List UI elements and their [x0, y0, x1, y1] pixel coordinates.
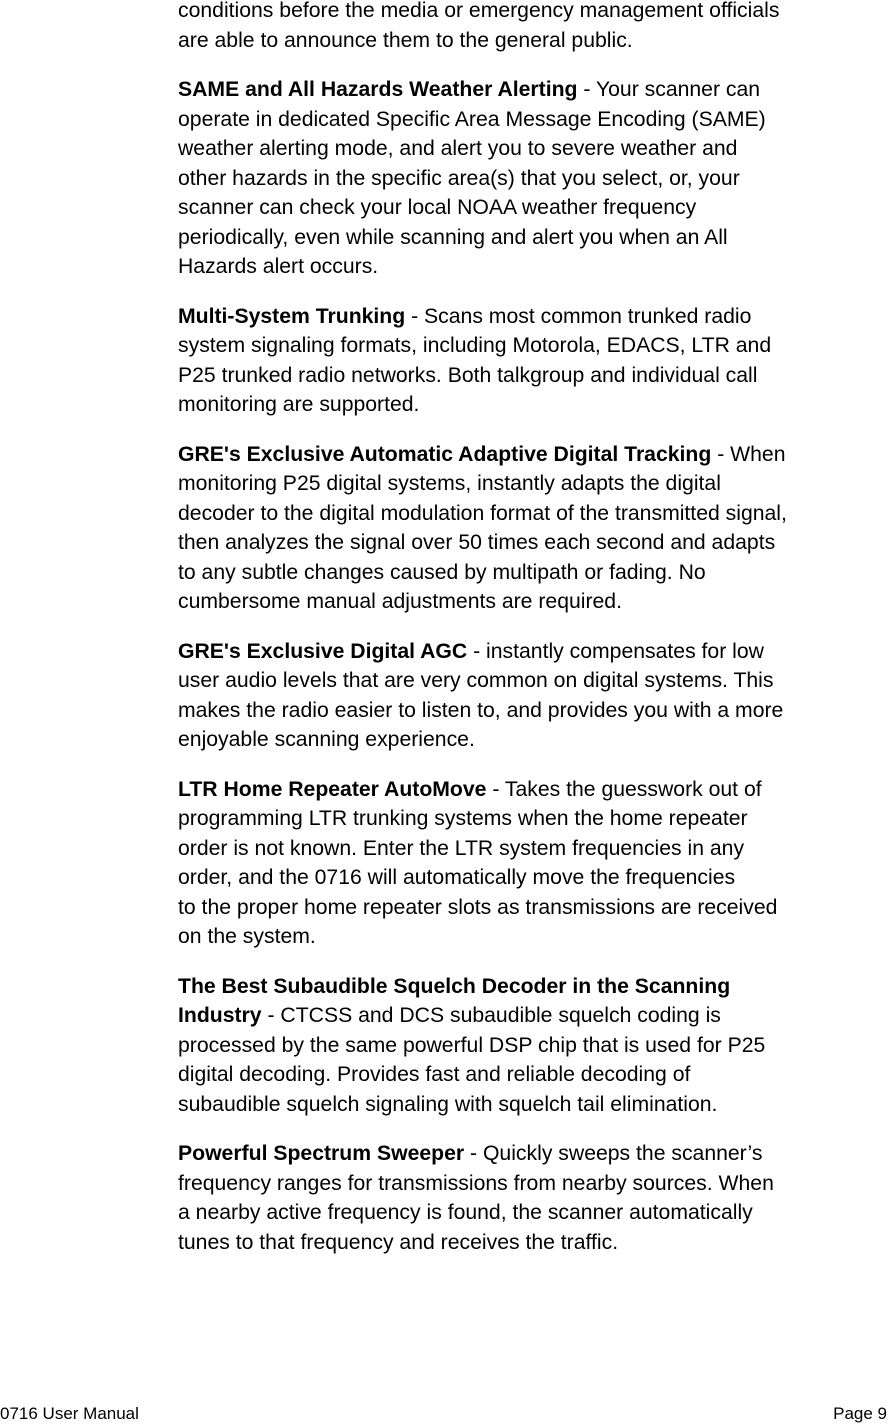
feature-paragraph: [178, 775, 893, 952]
feature-line: [178, 863, 893, 893]
feature-text: - When: [711, 442, 786, 466]
feature-text: a nearby active frequency is found, the scanner automatically: [178, 1201, 753, 1224]
feature-line: [178, 302, 893, 332]
feature-text: - Takes the guesswork out of: [486, 777, 762, 801]
feature-text: makes the radio easier to listen to, and provides you with a more: [178, 698, 784, 722]
feature-text: monitoring P25 digital systems, instantly adapts the digital: [178, 472, 721, 495]
feature-text: to any subtle changes caused by multipath or fading. No: [178, 560, 706, 584]
feature-text: cumbersome manual adjustments are required.: [178, 590, 622, 613]
feature-line: [178, 922, 893, 952]
feature-heading: Industry: [178, 1004, 262, 1027]
feature-text: subaudible squelch signaling with squelch tail elimination.: [178, 1092, 718, 1116]
feature-text: - CTCSS and DCS subaudible squelch coding is: [261, 1004, 721, 1027]
feature-text: to the proper home repeater slots as transmissions are received: [178, 895, 778, 919]
feature-heading: SAME and All Hazards Weather Alerting: [178, 78, 578, 101]
feature-text: digital decoding. Provides fast and reliable decoding of: [178, 1063, 691, 1086]
feature-line: [178, 775, 893, 805]
feature-text: operate in dedicated Specific Area Message Encoding (SAME): [178, 107, 766, 131]
manual-page-body: [178, 0, 893, 1277]
feature-line: [178, 1139, 893, 1169]
feature-text: Hazards alert occurs.: [178, 255, 379, 278]
feature-heading: The Best Subaudible Squelch Decoder in the Scanning: [178, 974, 731, 998]
feature-line: [178, 105, 893, 135]
feature-text: - instantly compensates for low: [467, 639, 764, 663]
feature-line: [178, 558, 893, 588]
feature-line: [178, 75, 893, 105]
feature-line: [178, 331, 893, 361]
feature-heading: Powerful Spectrum Sweeper: [178, 1142, 465, 1165]
feature-heading: LTR Home Repeater AutoMove: [178, 777, 487, 801]
feature-text: user audio levels that are very common on digital systems. This: [178, 669, 774, 692]
feature-line: [178, 499, 893, 529]
feature-line: [178, 637, 893, 667]
footer-manual-title: 0716 User Manual: [0, 1404, 139, 1423]
feature-text: order is not known. Enter the LTR system frequencies in any: [178, 836, 745, 860]
feature-text: monitoring are supported.: [178, 393, 420, 416]
feature-line: [178, 1001, 893, 1031]
feature-line: [178, 666, 893, 696]
intro-line: conditions before the media or emergency management officials: [178, 0, 780, 22]
feature-line: [178, 1060, 893, 1090]
feature-text: then analyzes the signal over 50 times each second and adapts: [178, 531, 776, 554]
feature-line: [178, 696, 893, 726]
feature-line: [178, 725, 893, 755]
feature-text: frequency ranges for transmissions from nearby sources. When: [178, 1171, 774, 1195]
feature-line: [178, 587, 893, 617]
feature-line: [178, 804, 893, 834]
feature-line: [178, 1031, 893, 1061]
feature-text: scanner can check your local NOAA weather frequency: [178, 196, 697, 219]
footer-page-number: Page 9: [833, 1404, 887, 1423]
feature-line: [178, 1198, 893, 1228]
feature-text: on the system.: [178, 925, 316, 948]
intro-paragraph: [178, 0, 893, 55]
feature-text: system signaling formats, including Motorola, EDACS, LTR and: [178, 334, 772, 357]
feature-line: [178, 528, 893, 558]
feature-text: - Your scanner can: [577, 78, 761, 101]
feature-text: order, and the 0716 will automatically move the frequencies: [178, 866, 736, 889]
feature-paragraph: [178, 1139, 893, 1257]
feature-text: periodically, even while scanning and alert you when an All: [178, 225, 728, 249]
feature-paragraph: [178, 302, 893, 420]
feature-paragraph: [178, 972, 893, 1120]
feature-text: - Quickly sweeps the scanner’s: [464, 1142, 763, 1165]
feature-line: [178, 223, 893, 253]
feature-text: weather alerting mode, and alert you to severe weather and: [178, 137, 738, 160]
feature-list: [178, 75, 893, 1257]
feature-text: P25 trunked radio networks. Both talkgroup and individual call: [178, 363, 758, 387]
feature-text: - Scans most common trunked radio: [405, 304, 752, 328]
feature-line: [178, 1169, 893, 1199]
feature-heading: Multi-System Trunking: [178, 304, 406, 328]
feature-line: [178, 972, 893, 1002]
feature-text: programming LTR trunking systems when the home repeater: [178, 807, 748, 830]
feature-line: [178, 1228, 893, 1258]
feature-line: [178, 252, 893, 282]
feature-line: [178, 440, 893, 470]
feature-paragraph: [178, 637, 893, 755]
feature-heading: GRE's Exclusive Digital AGC: [178, 639, 468, 663]
feature-text: tunes to that frequency and receives the traffic.: [178, 1230, 619, 1254]
feature-line: [178, 164, 893, 194]
feature-paragraph: [178, 75, 893, 282]
feature-heading: GRE's Exclusive Automatic Adaptive Digital Tracking: [178, 442, 712, 466]
feature-line: [178, 834, 893, 864]
feature-line: [178, 134, 893, 164]
intro-line: are able to announce them to the general public.: [178, 28, 633, 52]
feature-paragraph: [178, 440, 893, 617]
feature-line: [178, 469, 893, 499]
feature-text: decoder to the digital modulation format of the transmitted signal,: [178, 501, 787, 525]
feature-text: enjoyable scanning experience.: [178, 728, 475, 751]
feature-line: [178, 390, 893, 420]
feature-line: [178, 193, 893, 223]
feature-line: [178, 361, 893, 391]
feature-line: [178, 893, 893, 923]
feature-text: other hazards in the specific area(s) that you select, or, your: [178, 166, 740, 190]
feature-text: processed by the same powerful DSP chip that is used for P25: [178, 1033, 766, 1057]
feature-line: [178, 1090, 893, 1120]
